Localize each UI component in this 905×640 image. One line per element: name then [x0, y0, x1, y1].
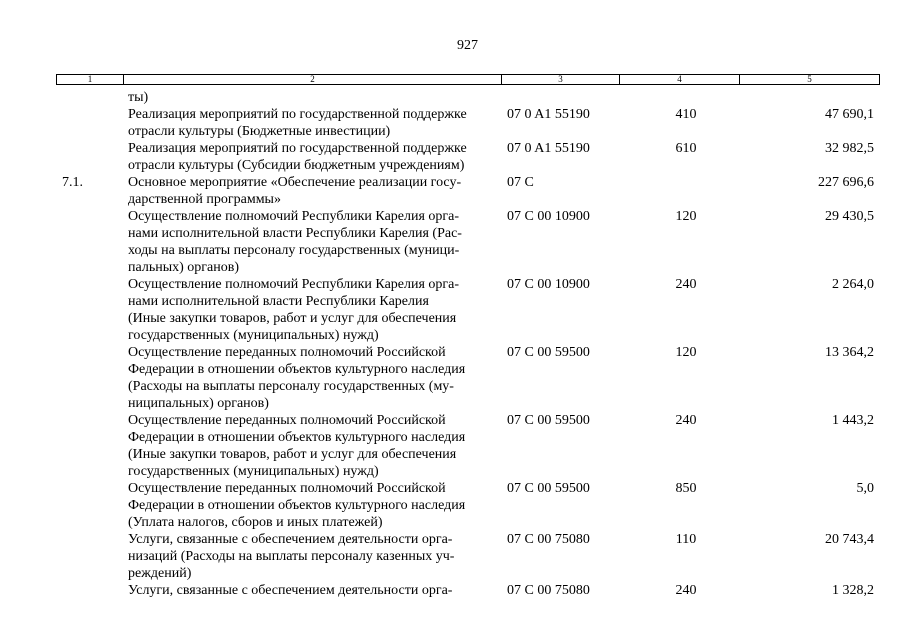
row-amount: 29 430,5 [825, 209, 874, 224]
description-line: Осуществление полномочий Республики Карелия орга- [128, 277, 460, 292]
description-line: ниципальных) органов) [128, 396, 269, 411]
row-description [128, 582, 498, 599]
table-row [56, 140, 880, 174]
row-code: 07 0 A1 55190 [507, 141, 590, 156]
row-amount: 2 264,0 [832, 277, 874, 292]
description-line: Осуществление переданных полномочий Российской [128, 413, 446, 428]
row-description [128, 276, 498, 344]
description-line: Федерации в отношении объектов культурного наследия [128, 430, 466, 445]
table-header [56, 74, 880, 85]
description-line: (Уплата налогов, сборов и иных платежей) [128, 515, 383, 530]
description-line: (Расходы на выплаты персоналу государственных (му- [128, 379, 454, 394]
description-line: Осуществление полномочий Республики Карелия орга- [128, 209, 460, 224]
row-amount: 1 328,2 [832, 583, 874, 598]
description-line: (Иные закупки товаров, работ и услуг для обеспечения [128, 447, 457, 462]
page-number: 927 [457, 38, 478, 53]
row-code: 07 С 00 59500 [507, 481, 590, 496]
header-col-1: 1 [57, 75, 124, 84]
table-row [56, 208, 880, 276]
row-type: 240 [675, 413, 697, 428]
row-description [128, 106, 498, 140]
row-code: 07 0 A1 55190 [507, 107, 590, 122]
description-line: (Иные закупки товаров, работ и услуг для обеспечения [128, 311, 457, 326]
row-code: 07 С 00 59500 [507, 413, 590, 428]
description-line: нами исполнительной власти Республики Карелия [128, 294, 429, 309]
description-line: ходы на выплаты персоналу государственных (муници- [128, 243, 460, 258]
row-code: 07 С 00 75080 [507, 583, 590, 598]
row-code: 07 С 00 75080 [507, 532, 590, 547]
description-line: реждений) [128, 566, 192, 581]
row-amount: 1 443,2 [832, 413, 874, 428]
row-description [128, 140, 498, 174]
header-col-4: 4 [620, 75, 740, 84]
row-amount: 13 364,2 [825, 345, 874, 360]
row-type: 110 [675, 532, 697, 547]
description-line: Услуги, связанные с обеспечением деятельности орга- [128, 583, 453, 598]
row-amount: 20 743,4 [825, 532, 874, 547]
row-description [128, 208, 498, 276]
table-row [56, 276, 880, 344]
row-type: 410 [675, 107, 697, 122]
table-row [56, 174, 880, 208]
row-type: 240 [675, 277, 697, 292]
header-col-2: 2 [124, 75, 502, 84]
description-line: отрасли культуры (Субсидии бюджетным учреждениям) [128, 158, 465, 173]
table-row [56, 89, 880, 106]
row-code: 07 С 00 10900 [507, 277, 590, 292]
row-code: 07 С 00 59500 [507, 345, 590, 360]
row-description [128, 531, 498, 582]
description-line: Реализация мероприятий по государственной поддержке [128, 141, 467, 156]
table-row [56, 412, 880, 480]
row-amount: 32 982,5 [825, 141, 874, 156]
description-line: Осуществление переданных полномочий Российской [128, 345, 446, 360]
table-row [56, 531, 880, 582]
row-description [128, 174, 498, 208]
header-col-5: 5 [807, 74, 812, 84]
row-code: 07 С [507, 175, 534, 190]
description-line: дарственной программы» [128, 192, 281, 207]
description-line: Реализация мероприятий по государственной поддержке [128, 107, 467, 122]
description-line: государственных (муниципальных) нужд) [128, 464, 379, 479]
row-type: 240 [675, 583, 697, 598]
description-line: Основное мероприятие «Обеспечение реализации госу- [128, 175, 462, 190]
header-col-3: 3 [502, 75, 620, 84]
row-type: 120 [675, 345, 697, 360]
description-line: государственных (муниципальных) нужд) [128, 328, 379, 343]
row-type: 120 [675, 209, 697, 224]
row-type: 850 [675, 481, 697, 496]
table-row [56, 480, 880, 531]
row-description [128, 412, 498, 480]
row-amount: 47 690,1 [825, 107, 874, 122]
description-line: Осуществление переданных полномочий Российской [128, 481, 446, 496]
table-body [56, 89, 880, 599]
description-line: Федерации в отношении объектов культурного наследия [128, 362, 466, 377]
row-amount: 5,0 [856, 481, 874, 496]
row-amount: 227 696,6 [818, 175, 874, 190]
description-line: пальных) органов) [128, 260, 239, 275]
description-line: ты) [128, 90, 149, 105]
table-row [56, 344, 880, 412]
description-line: Федерации в отношении объектов культурного наследия [128, 498, 466, 513]
description-line: нами исполнительной власти Республики Карелия (Рас- [128, 226, 462, 241]
row-number: 7.1. [62, 175, 83, 190]
table-row [56, 582, 880, 599]
row-code: 07 С 00 10900 [507, 209, 590, 224]
table-row [56, 106, 880, 140]
description-line: отрасли культуры (Бюджетные инвестиции) [128, 124, 391, 139]
row-description [128, 344, 498, 412]
row-type: 610 [675, 141, 697, 156]
row-description [128, 480, 498, 531]
description-line: Услуги, связанные с обеспечением деятельности орга- [128, 532, 453, 547]
row-description [128, 89, 498, 106]
description-line: низаций (Расходы на выплаты персоналу казенных уч- [128, 549, 455, 564]
